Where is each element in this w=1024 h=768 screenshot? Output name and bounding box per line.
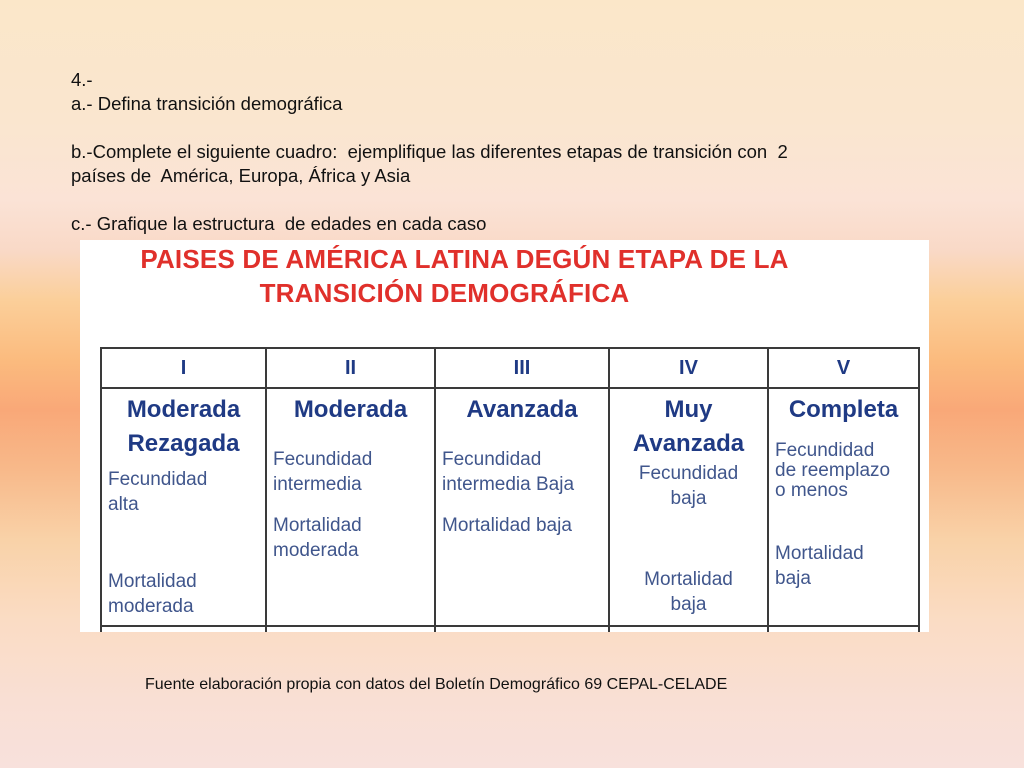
mortality-text: Mortalidad baja [644,569,733,615]
stages-content-row [101,388,919,626]
mortality-text: Mortalidad baja [775,543,864,589]
transition-stages-figure [80,240,929,632]
fertility-text: Fecundidad alta [108,469,208,515]
fertility-text: Fecundidad baja [638,463,739,509]
question-a: a.- Defina transición demográfica [71,93,343,114]
stage-header-4: IV [609,348,768,388]
figure-title-line1: PAISES DE AMÉRICA LATINA DEGÚN ETAPA DE LA [140,244,789,274]
stage-header-1: I [101,348,266,388]
stage-cell-5 [768,388,919,626]
stage-name: Muy Avanzada [632,396,745,457]
stage-cell-2 [266,388,435,626]
fertility-text: Fecundidad intermedia [273,449,373,495]
source-note: Fuente elaboración propia con datos del Boletín Demográfico 69 CEPAL-CELADE [145,676,728,693]
stage-name: Moderada Rezagada [126,396,241,457]
question-c: c.- Grafique la estructura de edades en cada caso [71,213,487,234]
figure-title-line2: TRANSICIÓN DEMOGRÁFICA [259,278,630,308]
instructions-text [71,68,971,236]
question-b-line1: b.-Complete el siguiente cuadro: ejemplifique las diferentes etapas de transición con 2 [71,141,788,162]
figure-title [80,242,929,310]
stage-cell-1 [101,388,266,626]
mortality-text: Mortalidad baja [442,515,572,536]
stage-cell-3 [435,388,609,626]
stage-header-2: II [266,348,435,388]
stages-header-row [101,348,919,388]
stage-header-3: III [435,348,609,388]
mortality-text: Mortalidad moderada [108,571,197,617]
fertility-text: Fecundidad de reemplazo o menos [775,440,891,501]
question-b-line2: países de América, Europa, África y Asia [71,165,411,186]
stage-header-5: V [768,348,919,388]
mortality-text: Mortalidad moderada [273,515,362,561]
stages-cut-row [101,626,919,632]
stage-cell-4 [609,388,768,626]
fertility-text: Fecundidad intermedia Baja [442,449,575,495]
stage-name: Avanzada [466,396,578,423]
stages-table [100,347,920,632]
question-number: 4.- [71,69,93,90]
stage-name: Completa [788,396,899,423]
stage-name: Moderada [293,396,408,423]
